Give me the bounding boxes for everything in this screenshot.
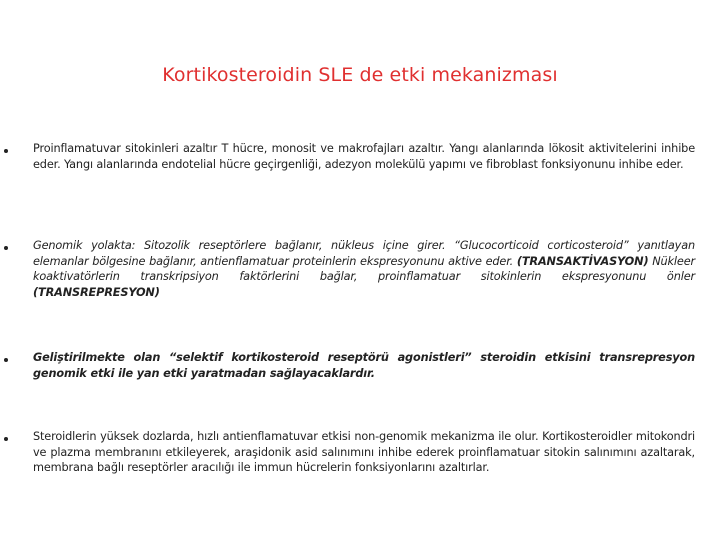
slide-title: Kortikosteroidin SLE de etki mekanizması bbox=[162, 64, 558, 86]
bullet-text-3: Geliştirilmekte olan “selektif kortikosteroid reseptörü agonistleri” steroidin etkisini transrepresyon genomik etki ile yan etki yaratmadan sağlayacaklardır. bbox=[33, 351, 695, 380]
bullet-text-2 bbox=[33, 238, 695, 300]
transrepresyon-label: (TRANSREPRESYON) bbox=[33, 285, 160, 299]
bullet-icon bbox=[4, 149, 8, 153]
bullet-icon bbox=[4, 358, 8, 362]
transaktivasyon-label: (TRANSAKTİVASYON) bbox=[516, 254, 649, 268]
bullet-icon bbox=[4, 437, 8, 441]
bullet-text-4: Steroidlerin yüksek dozlarda, hızlı antienflamatuvar etkisi non-genomik mekanizma ile olur. Kortikosteroidler mitokondri ve plazma membranını etkileyerek, araşidonik asid salınımını inhibe ederek proinflamatuar sitokin salınımını azaltarak, membrana bağlı reseptörler aracılığı ile immun hücrelerin fonksiyonlarını azaltırlar. bbox=[33, 430, 695, 475]
bullet-icon bbox=[4, 246, 8, 250]
bullet-text-1: Proinflamatuvar sitokinleri azaltır T hücre, monosit ve makrofajları azaltır. Yangı alanlarında lökosit aktivitelerini inhibe eder. Yangı alanlarında endotelial hücre geçirgenliği, adezyon molekülü yapımı ve fibroblast fonksiyonunu inhibe eder. bbox=[33, 142, 695, 171]
bullet-text-2-part-1: Genomik yolakta: Sitozolik reseptörlere bağlanır, nükleus içine girer. “Glucocorticoid corticosteroid” yanıtlayan elemanlar bölgesine bağlanır, antienflamatuar proteinlerin ekspresyonunu aktive eder. bbox=[33, 239, 695, 268]
bullet-text-2-part-2: Nükleer koaktivatörlerin transkripsiyon faktörlerini bağlar, proinflamatuar sitokinlerin ekspresyonunu önler bbox=[33, 254, 695, 284]
